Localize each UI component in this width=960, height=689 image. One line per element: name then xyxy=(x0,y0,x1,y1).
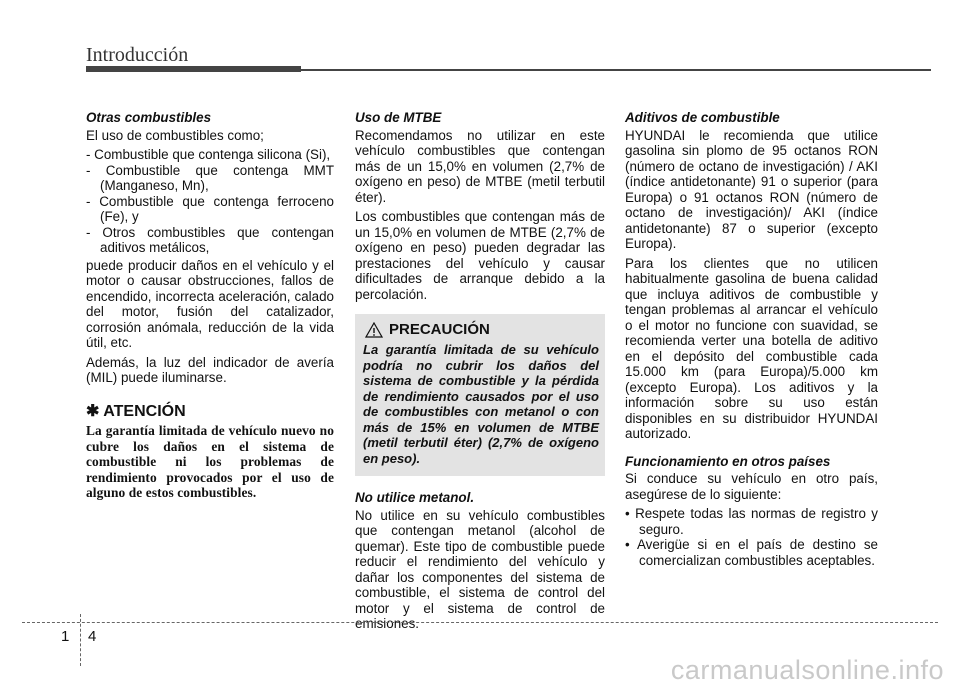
footer-rule xyxy=(22,622,938,623)
paragraph: Para los clientes que no utilicen habitualmente gasolina de buena calidad que incluya aditivos de combustible y tengan problemas al arrancar el vehículo o el motor no funcione con suavidad, se recomienda verter una botella de aditivo en el depósito del combustible cada 15.000 km (para Europa)/5.000 km (excepto Europa). Los aditivos y la información sobre su uso están disponibles en su distribuidor HYUNDAI autorizado. xyxy=(625,255,878,441)
intro-text: El uso de combustibles como; xyxy=(86,127,264,143)
caution-title: PRECAUCIÓN xyxy=(389,321,490,339)
caution-box xyxy=(355,314,605,476)
warning-triangle-icon xyxy=(365,322,383,338)
column-right xyxy=(625,110,878,568)
column-left xyxy=(86,110,334,501)
section-number: 1 xyxy=(61,628,70,645)
fuel-list xyxy=(86,147,334,256)
column-middle xyxy=(355,110,605,636)
star-icon: ✱ xyxy=(86,402,100,420)
page-section-title: Introducción xyxy=(86,44,189,66)
heading-otros-paises: Funcionamiento en otros países xyxy=(625,453,831,469)
heading-otras-combustibles: Otras combustibles xyxy=(86,110,212,125)
intro-text: Si conduce su vehículo en otro país, asegúrese de lo siguiente: xyxy=(625,471,878,502)
paragraph: Además, la luz del indicador de avería (MIL) puede iluminarse. xyxy=(86,354,334,385)
header-rule-thin xyxy=(301,69,931,71)
atencion-label: ATENCIÓN xyxy=(103,402,186,420)
heading-no-utilice-metanol: No utilice metanol. xyxy=(355,490,475,505)
list-item: • Averigüe si en el país de destino se comercializan combustibles aceptables. xyxy=(625,537,878,568)
heading-uso-de-mtbe: Uso de MTBE xyxy=(355,110,442,125)
list-item: - Combustible que contenga silicona (Si), xyxy=(86,147,331,162)
atencion-text: La garantía limitada de vehículo nuevo no cubre los daños en el sistema de combustible ni los problemas de rendimiento provocados por el uso de alguno de estos combustibles. xyxy=(86,423,334,500)
paragraph: HYUNDAI le recomienda que utilice gasolina sin plomo de 95 octanos RON (número de octano de investigación) / AKI (índice antidetonante) 91 o superior (para Europa) o 91 octanos RON (número de octano de investigación)/ AKI (índice antidetonante) 87 o superior (excepto Europa). xyxy=(625,127,878,251)
page-number: 4 xyxy=(88,628,97,645)
footer-divider xyxy=(80,614,81,666)
country-checklist xyxy=(625,506,878,568)
paragraph: Los combustibles que contengan más de un 15,0% en volumen de MTBE (2,7% de oxígeno en peso) pueden degradar las prestaciones del vehículo y causar dificultades de arranque debido a la percolación. xyxy=(355,209,605,302)
heading-aditivos: Aditivos de combustible xyxy=(625,110,780,125)
watermark: carmanualsonline.info xyxy=(670,655,944,685)
caution-text: La garantía limitada de su vehículo podría no cubrir los daños del sistema de combustible y la pérdida de rendimiento causados por el uso de combustibles con metanol o con más de 15% en volumen de MTBE (metil terbutil éter) (2,7% de oxígeno en peso). xyxy=(363,342,599,466)
paragraph: Recomendamos no utilizar en este vehículo combustibles que contengan más de un 15,0% en volumen (2,7% de oxígeno en peso) de MTBE (metil terbutil éter). xyxy=(355,127,605,205)
list-item: • Respete todas las normas de registro y seguro. xyxy=(625,506,878,537)
paragraph: puede producir daños en el vehículo y el motor o causar obstrucciones, fallos de encendido, incorrecta aceleración, calado del motor, fusión del catalizador, corrosión anómala, reducción de la vida útil, etc. xyxy=(86,257,334,350)
list-item: - Combustible que contenga ferroceno (Fe), y xyxy=(86,193,334,224)
list-item: - Combustible que contenga MMT (Manganeso, Mn), xyxy=(86,162,334,193)
list-item: - Otros combustibles que contengan aditivos metálicos, xyxy=(86,224,334,255)
header-rule-thick xyxy=(86,66,301,72)
paragraph: No utilice en su vehículo combustibles que contengan metanol (alcohol de quemar). Este tipo de combustible puede reducir el rendimiento del vehículo y dañar los componentes del sistema de combustible, el sistema de control del motor y el sistema de control de emisiones. xyxy=(355,507,605,631)
atencion-heading xyxy=(86,404,334,420)
caution-header xyxy=(365,322,599,338)
